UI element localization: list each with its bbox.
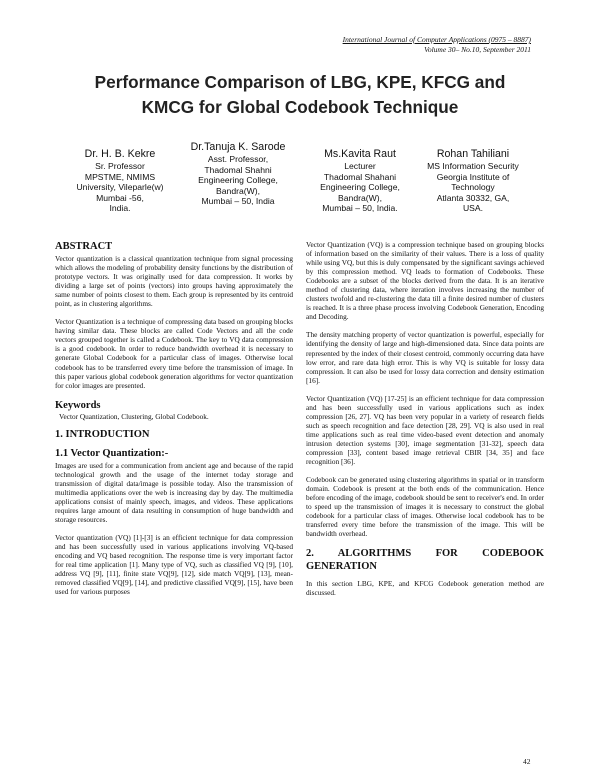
author-affiliation-line: University, Vileparle(w)	[76, 182, 164, 192]
section-2-paragraph: In this section LBG, KPE, and KFCG Codebook generation method are discussed.	[306, 579, 544, 598]
author-affiliation-line: Mumbai – 50, India.	[322, 203, 398, 213]
author-affiliation-line: Thadomal Shahani	[323, 171, 397, 182]
keywords-text: Vector Quantization, Clustering, Global Codebook.	[59, 411, 209, 421]
page-number: 42	[523, 757, 531, 766]
author-affiliation-line: Atlanta 30332, GA,	[436, 192, 510, 203]
author-name: Dr. H. B. Kekre	[84, 148, 156, 160]
author-affiliation-line: Asst. Professor,	[207, 154, 269, 164]
author-affiliation-line: Bandra(W),	[338, 192, 382, 203]
abstract-paragraph-2: Vector Quantization is a technique of compressing data based on grouping blocks having similar data. These blocks are called Code Vectors and all the code vectors grouped together is called a Codebook. The key to VQ data compression is a good codebook. In order to reduce bandwidth overhead it is necessary to generate Global Codebook for a particular class of images. Otherwise local codebook has to be transferred every time before the transmission of image. In this paper various global codebook generation algorithms for vector quantization for color images are presented.	[55, 317, 293, 390]
body-paragraph-3: Vector Quantization (VQ) [17-25] is an efficient technique for data compression and has been successfully used in various applications such as index compression [26, 27]. VQ has been very popular in a variety of research fields such as speech recognition and face detection [28, 29]. VQ is also used in real time applications such as real time video-based event detection and anomaly intrusion detection systems [30], image segmentation [31-32], speech data compression [33], content based image retrieval CBIR [34, 35] and face recognition [36].	[306, 393, 544, 467]
right-column	[306, 240, 544, 607]
author-affiliation-line: MS Information Security	[427, 161, 519, 171]
author-name: Ms.Kavita Raut	[324, 148, 396, 160]
body-paragraph-1: Vector Quantization (VQ) is a compression technique based on grouping blocks of information based on the similarity of their values. There is a loss of quality while using VQ, but this is duly compensated by the significant savings achieved by this compression method. VQ leads to formation of Codebooks. These Codebooks are a subset of the blocks derived from the data. It is an iterative method of clustering data, where iteration involves increasing the number of clusters twofold and re-clustering the data till a finite desired number of clusters is reached. It is a three phase process involving Codebook Generation, Encoding and Decoding.	[306, 240, 544, 322]
keywords-heading: Keywords	[55, 399, 101, 411]
intro-paragraph-2: Vector quantization (VQ) [1]-[3] is an efficient technique for data compression and has been successfully used in various applications involving VQ-based encoding and VQ based recognition. The response time is very important factor for real time application [1]. Many type of VQ, such as classified VQ [9], [10], address VQ [9], [11], finite state VQ[9], [12], side match VQ[9], [13], mean-removed classified VQ[9], [14], and predictive classified VQ[9], [15], have been used for various purposes	[55, 533, 293, 597]
author-affiliation-line: India.	[109, 203, 131, 213]
author-name: Rohan Tahiliani	[436, 148, 510, 160]
abstract-heading: ABSTRACT	[55, 241, 113, 252]
author-affiliation-line: Sr. Professor	[95, 161, 145, 171]
author-affiliation-line: Mumbai -56,	[96, 192, 144, 203]
author-affiliation-line: Bandra(W),	[216, 185, 260, 196]
journal-name: International Journal of Computer Applications (0975 – 8887)	[342, 35, 531, 44]
section-2-heading: 2. ALGORITHMS FOR CODEBOOK GENERATION	[306, 548, 544, 573]
journal-header	[231, 35, 531, 54]
author-affiliation-line: Technology	[451, 182, 495, 192]
author-affiliation-line: Thadomal Shahni	[204, 164, 272, 175]
intro-paragraph-1: Images are used for a communication from ancient age and because of the rapid technological growth and the usage of the internet today storage and transmission of digital data/image is possible today. Also the transmission of multimedia applications over the web is increasing day by day. The multimedia applications consist of mainly speech, images, and videos. These applications requires large amount of data resulting in consumption of huge bandwidth and storage resources.	[55, 460, 293, 524]
journal-volume: Volume 30– No.10, September 2011	[424, 44, 531, 54]
author-affiliation-line: MPSTME, NMIMS	[84, 171, 156, 182]
vector-quantization-subheading: 1.1 Vector Quantization:-	[55, 447, 169, 459]
author-affiliation-line: Mumbai – 50, India	[201, 196, 275, 206]
introduction-heading: 1. INTRODUCTION	[55, 428, 150, 440]
title-line-1: Performance Comparison of LBG, KPE, KFCG and	[94, 72, 506, 92]
body-paragraph-4: Codebook can be generated using clustering algorithms in spatial or in transform domain. Codebook is present at the both ends of the communication. Hence before encoding of the image, codebook should be sent to receiver's end. In order to speed up the transmission of images it is necessary to construct the global codebook for a particular class of images. Otherwise local codebook has to be transferred every time before the transmission of the image. This will be bandwidth overhead.	[306, 475, 544, 539]
author-affiliation-line: USA.	[462, 203, 484, 213]
paper-title	[60, 70, 540, 120]
abstract-paragraph-1: Vector quantization is a classical quantization technique from signal processing which allows the modeling of probability density functions by the distribution of prototype vectors. It was originally used for data compression. It works by dividing a large set of points (vectors) into groups having approximately the same number of points closest to them. Each group is represented by its centroid point, as in clustering algorithms.	[55, 254, 293, 309]
author-name: Dr.Tanuja K. Sarode	[190, 141, 286, 153]
author-block-4	[398, 148, 548, 214]
left-column	[55, 240, 293, 605]
title-line-2: KMCG for Global Codebook Technique	[141, 97, 459, 117]
author-affiliation-line: Engineering College,	[198, 175, 278, 185]
author-affiliation-line: Lecturer	[344, 161, 376, 171]
author-affiliation-line: Georgia Institute of	[436, 171, 510, 182]
body-paragraph-2: The density matching property of vector quantization is powerful, especially for identifying the density of large and high-dimensioned data. Since data points are represented by the index of their closest centroid, commonly occurring data have low error, and rare data high error. This is why VQ is suitable for lossy data compression. It can also be used for lossy data correction and density estimation [16].	[306, 330, 544, 385]
author-affiliation-line: Engineering College,	[320, 182, 400, 192]
